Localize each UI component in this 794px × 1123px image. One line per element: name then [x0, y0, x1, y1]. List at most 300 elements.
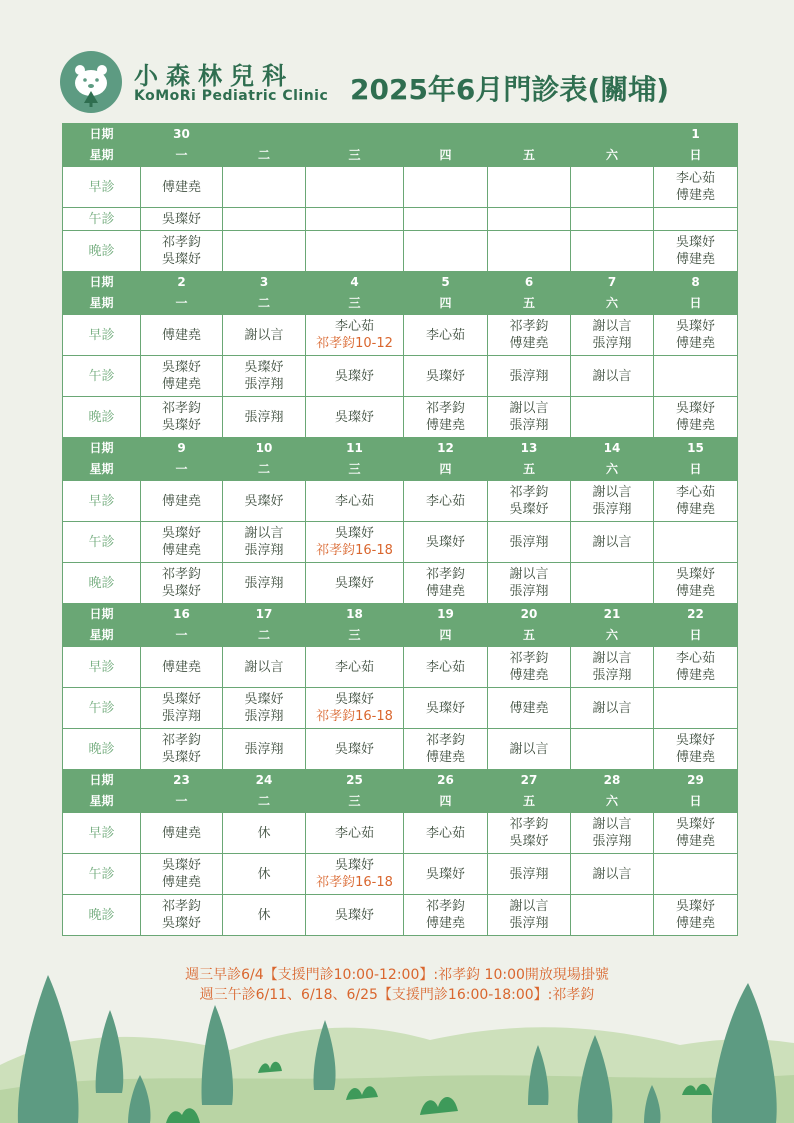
schedule-cell — [571, 895, 654, 936]
date-cell: 19 — [404, 604, 488, 626]
doctor-name: 祁孝鈞 — [425, 733, 465, 748]
doctor-name: 吳璨妤 — [244, 493, 284, 509]
doctor-name: 傅建堯 — [509, 700, 549, 716]
doctor-name: 張淳翔 — [244, 709, 284, 724]
support-doctor-name: 祁孝鈞16-18 — [316, 709, 393, 724]
doctor-name: 傅建堯 — [161, 179, 201, 195]
weekday-header-label: 星期 — [63, 625, 141, 647]
schedule-cell — [141, 813, 223, 854]
schedule-cell — [223, 481, 306, 522]
doctor-name: 謝以言 — [592, 485, 632, 500]
doctor-name: 吳璨妤 — [425, 368, 465, 384]
weekday-header-label: 星期 — [63, 791, 141, 813]
doctor-name: 吳璨妤 — [509, 502, 549, 517]
schedule-cell — [488, 356, 571, 397]
doctor-name: 張淳翔 — [244, 575, 284, 591]
doctor-name: 傅建堯 — [675, 336, 715, 351]
date-cell: 9 — [141, 438, 223, 460]
clinic-name-en: KoMoRi Pediatric Clinic — [134, 88, 329, 104]
doctor-name: 李心茹 — [334, 825, 374, 841]
schedule-cell — [571, 208, 654, 231]
doctor-name: 謝以言 — [592, 368, 632, 384]
morning-label: 早診 — [63, 647, 141, 688]
doctor-name: 吳璨妤 — [161, 750, 201, 765]
schedule-cell — [404, 522, 488, 563]
schedule-cell — [141, 356, 223, 397]
date-cell: 5 — [404, 272, 488, 294]
doctor-name: 傅建堯 — [675, 834, 715, 849]
doctor-name: 李心茹 — [675, 171, 715, 186]
date-cell: 11 — [306, 438, 404, 460]
doctor-name: 張淳翔 — [592, 668, 632, 683]
date-cell: 1 — [654, 124, 738, 146]
date-cell: 22 — [654, 604, 738, 626]
doctor-name: 傅建堯 — [675, 252, 715, 267]
date-cell: 30 — [141, 124, 223, 146]
doctor-name: 祁孝鈞 — [425, 401, 465, 416]
doctor-name: 傅建堯 — [509, 336, 549, 351]
evening-label: 晚診 — [63, 397, 141, 438]
doctor-name: 傅建堯 — [161, 659, 201, 675]
doctor-name: 傅建堯 — [675, 418, 715, 433]
date-cell: 10 — [223, 438, 306, 460]
schedule-cell — [404, 647, 488, 688]
weekday-header-row — [63, 293, 738, 315]
afternoon-label: 午診 — [63, 356, 141, 397]
doctor-name: 謝以言 — [244, 659, 284, 675]
schedule-cell — [571, 315, 654, 356]
doctor-name: 張淳翔 — [244, 377, 284, 392]
schedule-cell — [571, 481, 654, 522]
schedule-cell — [571, 647, 654, 688]
doctor-name: 傅建堯 — [161, 327, 201, 343]
doctor-name: 謝以言 — [592, 534, 632, 550]
doctor-name: 張淳翔 — [509, 418, 549, 433]
doctor-name: 傅建堯 — [675, 188, 715, 203]
schedule-cell — [488, 231, 571, 272]
schedule-cell — [654, 397, 738, 438]
doctor-name: 休 — [257, 866, 271, 882]
schedule-cell — [488, 813, 571, 854]
schedule-cell — [654, 563, 738, 604]
weekday-cell: 二 — [223, 791, 306, 813]
date-header-label: 日期 — [63, 272, 141, 294]
doctor-name: 傅建堯 — [161, 543, 201, 558]
doctor-name: 傅建堯 — [675, 668, 715, 683]
schedule-cell — [488, 895, 571, 936]
schedule-cell — [404, 167, 488, 208]
schedule-cell — [223, 167, 306, 208]
doctor-name: 吳璨妤 — [334, 741, 374, 757]
doctor-name: 祁孝鈞 — [509, 651, 549, 666]
schedule-cell — [488, 208, 571, 231]
schedule-cell — [404, 813, 488, 854]
schedule-cell — [488, 688, 571, 729]
schedule-cell — [654, 481, 738, 522]
schedule-cell — [306, 481, 404, 522]
schedule-cell — [488, 397, 571, 438]
schedule-cell — [404, 208, 488, 231]
morning-label: 早診 — [63, 481, 141, 522]
weekday-cell: 五 — [488, 145, 571, 167]
weekday-cell: 五 — [488, 459, 571, 481]
schedule-cell — [571, 231, 654, 272]
weekday-cell: 一 — [141, 625, 223, 647]
schedule-cell — [141, 895, 223, 936]
schedule-cell — [306, 854, 404, 895]
schedule-cell — [306, 231, 404, 272]
doctor-name: 吳璨妤 — [334, 409, 374, 425]
afternoon-session-row — [63, 356, 738, 397]
schedule-cell — [223, 563, 306, 604]
schedule-cell — [223, 688, 306, 729]
morning-session-row — [63, 167, 738, 208]
doctor-name: 謝以言 — [244, 327, 284, 343]
date-cell: 12 — [404, 438, 488, 460]
morning-session-row — [63, 647, 738, 688]
schedule-cell — [571, 813, 654, 854]
schedule-cell — [404, 895, 488, 936]
schedule-cell — [404, 563, 488, 604]
doctor-name: 張淳翔 — [509, 916, 549, 931]
schedule-cell — [654, 356, 738, 397]
morning-session-row — [63, 315, 738, 356]
date-cell: 2 — [141, 272, 223, 294]
afternoon-label: 午診 — [63, 208, 141, 231]
schedule-cell — [488, 647, 571, 688]
schedule-cell — [571, 854, 654, 895]
weekday-cell: 五 — [488, 625, 571, 647]
schedule-cell — [141, 729, 223, 770]
weekday-header-label: 星期 — [63, 459, 141, 481]
date-header-row — [63, 770, 738, 792]
date-cell — [488, 124, 571, 146]
schedule-cell — [306, 356, 404, 397]
doctor-name: 李心茹 — [675, 651, 715, 666]
schedule-cell — [571, 522, 654, 563]
doctor-name: 張淳翔 — [509, 584, 549, 599]
weekday-cell: 四 — [404, 293, 488, 315]
schedule-cell — [571, 167, 654, 208]
weekday-header-row — [63, 625, 738, 647]
weekday-cell: 日 — [654, 625, 738, 647]
date-header-label: 日期 — [63, 124, 141, 146]
schedule-cell — [141, 481, 223, 522]
doctor-name: 吳璨妤 — [161, 211, 201, 227]
doctor-name: 祁孝鈞 — [161, 401, 201, 416]
schedule-cell — [571, 688, 654, 729]
schedule-cell — [306, 813, 404, 854]
doctor-name: 李心茹 — [425, 825, 465, 841]
date-header-label: 日期 — [63, 770, 141, 792]
date-cell — [223, 124, 306, 146]
schedule-cell — [488, 315, 571, 356]
schedule-cell — [654, 522, 738, 563]
schedule-cell — [571, 729, 654, 770]
weekday-cell: 四 — [404, 459, 488, 481]
doctor-name: 吳璨妤 — [675, 319, 715, 334]
weekday-cell: 六 — [571, 625, 654, 647]
doctor-name: 李心茹 — [334, 659, 374, 675]
schedule-cell — [306, 522, 404, 563]
evening-label: 晚診 — [63, 563, 141, 604]
schedule-cell — [654, 729, 738, 770]
schedule-cell — [654, 688, 738, 729]
doctor-name: 祁孝鈞 — [161, 899, 201, 914]
doctor-name: 休 — [257, 825, 271, 841]
weekday-cell: 二 — [223, 625, 306, 647]
weekday-cell: 一 — [141, 145, 223, 167]
doctor-name: 吳璨妤 — [161, 418, 201, 433]
doctor-name: 張淳翔 — [244, 409, 284, 425]
weekday-cell: 一 — [141, 791, 223, 813]
weekday-cell: 一 — [141, 459, 223, 481]
doctor-name: 張淳翔 — [592, 336, 632, 351]
schedule-cell — [654, 208, 738, 231]
afternoon-session-row — [63, 854, 738, 895]
date-cell: 23 — [141, 770, 223, 792]
schedule-cell — [223, 356, 306, 397]
weekday-cell: 二 — [223, 145, 306, 167]
morning-label: 早診 — [63, 813, 141, 854]
date-cell: 20 — [488, 604, 571, 626]
clinic-name-zh: 小森林兒科 — [134, 62, 294, 90]
schedule-cell — [223, 397, 306, 438]
weekday-cell: 五 — [488, 293, 571, 315]
doctor-name: 吳璨妤 — [161, 692, 201, 707]
weekday-cell: 一 — [141, 293, 223, 315]
forest-scenery — [0, 965, 794, 1123]
schedule-cell — [571, 397, 654, 438]
evening-label: 晚診 — [63, 231, 141, 272]
doctor-name: 謝以言 — [509, 899, 549, 914]
doctor-name: 傅建堯 — [161, 875, 201, 890]
date-cell: 15 — [654, 438, 738, 460]
doctor-name: 張淳翔 — [161, 709, 201, 724]
doctor-name: 吳璨妤 — [425, 534, 465, 550]
doctor-name: 張淳翔 — [592, 834, 632, 849]
doctor-name: 張淳翔 — [592, 502, 632, 517]
clinic-logo — [60, 51, 122, 113]
schedule-cell — [306, 729, 404, 770]
doctor-name: 祁孝鈞 — [509, 817, 549, 832]
schedule-cell — [306, 167, 404, 208]
weekday-cell: 三 — [306, 145, 404, 167]
doctor-name: 傅建堯 — [675, 584, 715, 599]
schedule-cell — [306, 688, 404, 729]
doctor-name: 吳璨妤 — [161, 526, 201, 541]
schedule-cell — [306, 895, 404, 936]
schedule-cell — [404, 854, 488, 895]
date-cell: 28 — [571, 770, 654, 792]
weekday-cell: 三 — [306, 791, 404, 813]
date-cell: 7 — [571, 272, 654, 294]
schedule-cell — [306, 397, 404, 438]
date-cell — [404, 124, 488, 146]
schedule-cell — [141, 315, 223, 356]
date-header-row — [63, 438, 738, 460]
schedule-cell — [488, 481, 571, 522]
schedule-cell — [306, 563, 404, 604]
morning-label: 早診 — [63, 315, 141, 356]
evening-session-row — [63, 397, 738, 438]
date-cell: 4 — [306, 272, 404, 294]
afternoon-session-row — [63, 688, 738, 729]
date-cell: 25 — [306, 770, 404, 792]
schedule-cell — [571, 563, 654, 604]
date-cell: 13 — [488, 438, 571, 460]
evening-label: 晚診 — [63, 895, 141, 936]
doctor-name: 傅建堯 — [675, 502, 715, 517]
doctor-name: 吳璨妤 — [161, 360, 201, 375]
doctor-name: 吳璨妤 — [675, 401, 715, 416]
schedule-cell — [404, 231, 488, 272]
weekday-cell: 日 — [654, 293, 738, 315]
morning-session-row — [63, 481, 738, 522]
weekday-cell: 三 — [306, 459, 404, 481]
doctor-name: 吳璨妤 — [161, 584, 201, 599]
schedule-cell — [141, 208, 223, 231]
doctor-name: 傅建堯 — [161, 493, 201, 509]
date-cell: 14 — [571, 438, 654, 460]
footer-note-2: 週三午診6/11、6/18、6/25【支援門診16:00-18:00】:祁孝鈞 — [199, 987, 595, 1003]
doctor-name: 吳璨妤 — [425, 700, 465, 716]
schedule-cell — [141, 167, 223, 208]
date-header-label: 日期 — [63, 438, 141, 460]
morning-session-row — [63, 813, 738, 854]
doctor-name: 傅建堯 — [425, 584, 465, 599]
schedule-cell — [654, 231, 738, 272]
doctor-name: 吳璨妤 — [675, 235, 715, 250]
schedule-cell — [306, 208, 404, 231]
schedule-cell — [141, 397, 223, 438]
schedule-cell — [223, 522, 306, 563]
doctor-name: 吳璨妤 — [161, 916, 201, 931]
support-doctor-name: 祁孝鈞10-12 — [316, 336, 393, 351]
schedule-cell — [223, 208, 306, 231]
weekday-cell: 日 — [654, 459, 738, 481]
doctor-name: 祁孝鈞 — [509, 485, 549, 500]
morning-label: 早診 — [63, 167, 141, 208]
doctor-name: 李心茹 — [425, 659, 465, 675]
doctor-name: 李心茹 — [425, 327, 465, 343]
doctor-name: 傅建堯 — [161, 377, 201, 392]
date-cell: 24 — [223, 770, 306, 792]
schedule-cell — [404, 315, 488, 356]
evening-session-row — [63, 895, 738, 936]
doctor-name: 吳璨妤 — [161, 858, 201, 873]
doctor-name: 吳璨妤 — [675, 567, 715, 582]
schedule-cell — [488, 729, 571, 770]
schedule-cell — [223, 231, 306, 272]
doctor-name: 傅建堯 — [675, 750, 715, 765]
weekday-cell: 四 — [404, 625, 488, 647]
schedule-cell — [223, 854, 306, 895]
doctor-name: 祁孝鈞 — [425, 567, 465, 582]
doctor-name: 祁孝鈞 — [425, 899, 465, 914]
schedule-cell — [404, 397, 488, 438]
schedule-cell — [404, 481, 488, 522]
doctor-name: 吳璨妤 — [244, 360, 284, 375]
doctor-name: 傅建堯 — [425, 418, 465, 433]
schedule-cell — [306, 315, 404, 356]
doctor-name: 謝以言 — [509, 741, 549, 757]
date-cell: 26 — [404, 770, 488, 792]
schedule-cell — [654, 854, 738, 895]
weekday-cell: 六 — [571, 791, 654, 813]
weekday-header-label: 星期 — [63, 293, 141, 315]
doctor-name: 吳璨妤 — [334, 692, 374, 707]
support-doctor-name: 祁孝鈞16-18 — [316, 543, 393, 558]
doctor-name: 吳璨妤 — [334, 575, 374, 591]
schedule-cell — [223, 315, 306, 356]
date-cell: 18 — [306, 604, 404, 626]
date-header-row — [63, 272, 738, 294]
evening-label: 晚診 — [63, 729, 141, 770]
schedule-cell — [571, 356, 654, 397]
afternoon-label: 午診 — [63, 688, 141, 729]
doctor-name: 李心茹 — [334, 319, 374, 334]
schedule-cell — [404, 688, 488, 729]
schedule-cell — [488, 167, 571, 208]
doctor-name: 謝以言 — [509, 567, 549, 582]
weekday-cell: 四 — [404, 145, 488, 167]
schedule-cell — [654, 315, 738, 356]
doctor-name: 吳璨妤 — [425, 866, 465, 882]
doctor-name: 李心茹 — [675, 485, 715, 500]
doctor-name: 張淳翔 — [244, 543, 284, 558]
footer-note-1: 週三早診6/4【支援門診10:00-12:00】:祁孝鈞 10:00開放現場掛號 — [185, 967, 609, 983]
date-header-label: 日期 — [63, 604, 141, 626]
weekday-cell: 二 — [223, 293, 306, 315]
doctor-name: 吳璨妤 — [509, 834, 549, 849]
page-title: 2025年6月門診表(關埔) — [350, 73, 670, 106]
schedule-cell — [223, 647, 306, 688]
afternoon-session-row — [63, 208, 738, 231]
doctor-name: 吳璨妤 — [244, 692, 284, 707]
schedule-cell — [306, 647, 404, 688]
date-cell: 3 — [223, 272, 306, 294]
date-cell: 8 — [654, 272, 738, 294]
doctor-name: 謝以言 — [592, 817, 632, 832]
schedule-cell — [141, 647, 223, 688]
schedule-cell — [141, 231, 223, 272]
evening-session-row — [63, 231, 738, 272]
evening-session-row — [63, 729, 738, 770]
schedule-cell — [404, 729, 488, 770]
doctor-name: 休 — [257, 907, 271, 923]
doctor-name: 吳璨妤 — [334, 858, 374, 873]
doctor-name: 張淳翔 — [509, 368, 549, 384]
doctor-name: 吳璨妤 — [334, 907, 374, 923]
date-cell: 16 — [141, 604, 223, 626]
doctor-name: 謝以言 — [592, 319, 632, 334]
schedule-cell — [488, 522, 571, 563]
doctor-name: 吳璨妤 — [675, 733, 715, 748]
doctor-name: 謝以言 — [592, 700, 632, 716]
date-header-row — [63, 124, 738, 146]
afternoon-session-row — [63, 522, 738, 563]
support-doctor-name: 祁孝鈞16-18 — [316, 875, 393, 890]
weekday-header-label: 星期 — [63, 145, 141, 167]
afternoon-label: 午診 — [63, 854, 141, 895]
doctor-name: 張淳翔 — [509, 866, 549, 882]
doctor-name: 吳璨妤 — [675, 817, 715, 832]
weekday-cell: 日 — [654, 791, 738, 813]
schedule-cell — [141, 522, 223, 563]
schedule-cell — [223, 729, 306, 770]
doctor-name: 傅建堯 — [161, 825, 201, 841]
